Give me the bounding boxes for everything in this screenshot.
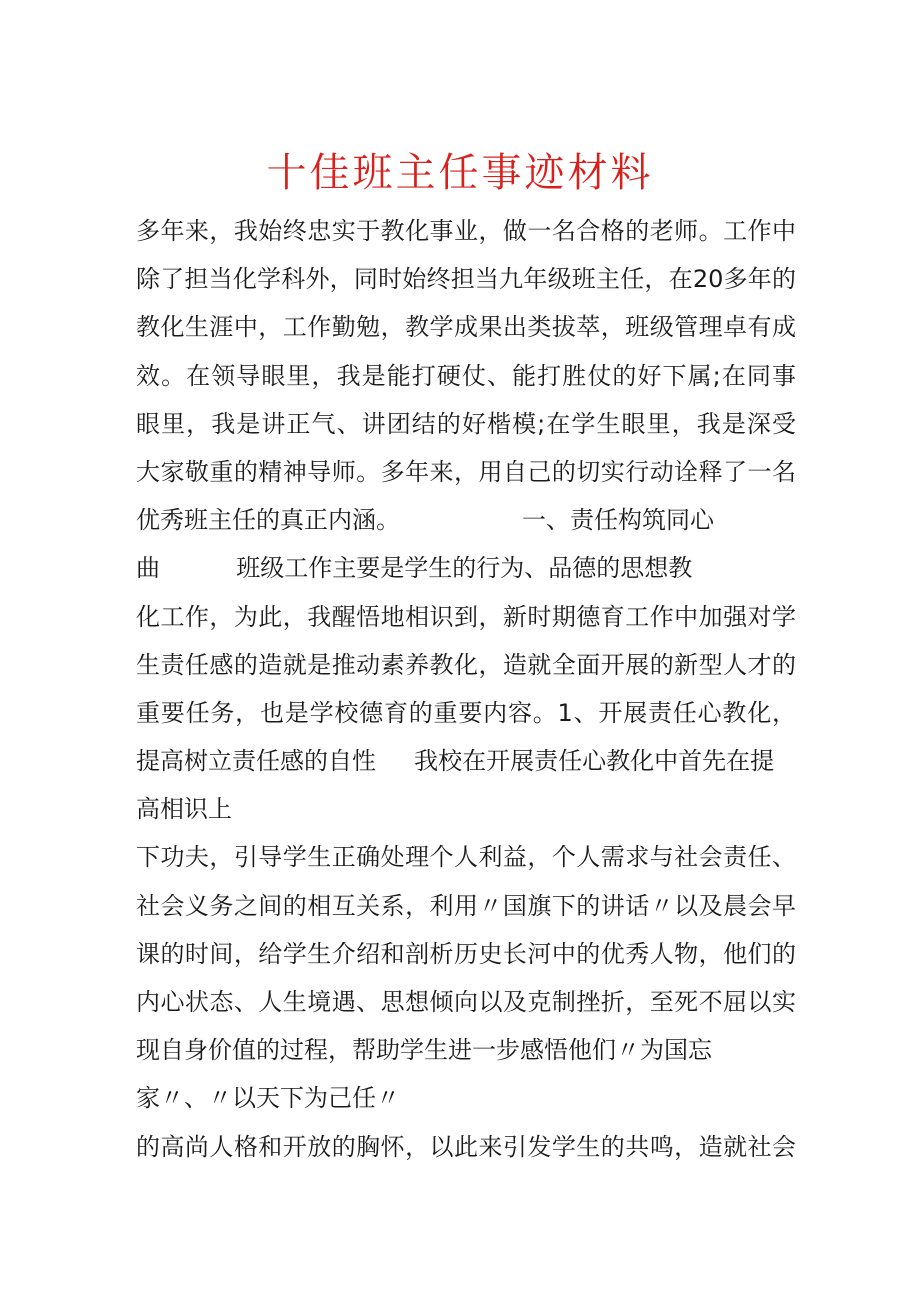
body-line: 优秀班主任的真正内涵。 一、责任构筑同心	[136, 506, 715, 535]
body-line: 内心状态、人生境遇、思想倾向以及克制挫折，至死不屈以实	[136, 988, 796, 1016]
body-line: 现自身价值的过程，帮助学生进一步感悟他们〃为国忘	[136, 1036, 712, 1065]
body-line: 效。在领导眼里，我是能打硬仗、能打胜仗的好下属;在同事	[136, 361, 796, 390]
body-line: 重要任务，也是学校德育的重要内容。1、开展责任心教化，	[136, 698, 796, 727]
body-line: 生责任感的造就是推动素养教化，造就全面开展的新型人才的	[136, 650, 796, 679]
body-line: 大家敬重的精神导师。多年来，用自己的切实行动诠释了一名	[136, 457, 796, 486]
body-line: 除了担当化学科外，同时始终担当九年级班主任，在20多年的	[136, 265, 796, 294]
body-line: 高相识上	[136, 795, 232, 824]
body-line: 课的时间，给学生介绍和剖析历史长河中的优秀人物，他们的	[136, 939, 796, 968]
body-line: 化工作，为此，我醒悟地相识到，新时期德育工作中加强对学	[136, 602, 796, 631]
body-line: 提高树立责任感的自性 我校在开展责任心教化中首先在提	[136, 747, 775, 776]
body-line: 教化生涯中，工作勤勉，教学成果出类拔萃，班级管理卓有成	[136, 313, 796, 342]
body-line: 的高尚人格和开放的胸怀，以此来引发学生的共鸣，造就社会	[136, 1132, 796, 1161]
body-line: 家〃、〃以天下为己任〃	[136, 1084, 400, 1113]
body-line: 眼里，我是讲正气、讲团结的好楷模;在学生眼里，我是深受	[136, 409, 796, 438]
body-line: 下功夫，引导学生正确处理个人利益，个人需求与社会责任、	[136, 843, 796, 872]
document-body	[136, 207, 796, 1171]
body-line: 社会义务之间的相互关系，利用〃国旗下的讲话〃以及晨会早	[136, 891, 796, 920]
body-line: 曲 班级工作主要是学生的行为、品德的思想教	[136, 554, 693, 583]
document-title: 十佳班主任事迹材料	[266, 150, 654, 196]
body-line: 多年来，我始终忠实于教化事业，做一名合格的老师。工作中	[136, 217, 796, 245]
